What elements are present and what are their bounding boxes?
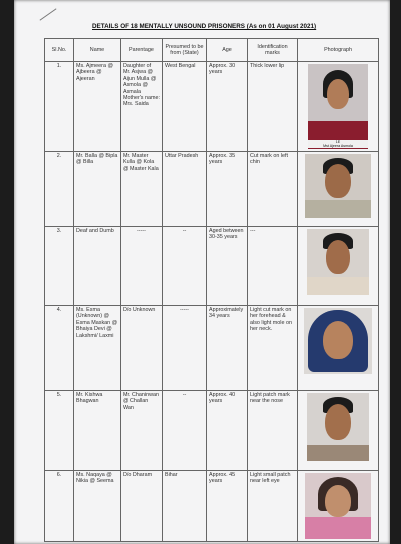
- cell-age: Approx. 30 years: [207, 62, 248, 152]
- cell-marks: Thick lower lip: [248, 62, 298, 152]
- cell-age: Approximately 34 years: [207, 306, 248, 391]
- cell-parentage: -----: [121, 227, 163, 306]
- cell-parentage: D/o Dharam: [121, 471, 163, 542]
- cell-age: Approx. 40 years: [207, 391, 248, 471]
- cell-name: Ms. Esma (Unknown) @ Esma Maskan @ Bhaiya Devi @ Lakshmi/ Laxmi: [74, 306, 121, 391]
- prisoner-photo: [308, 64, 368, 149]
- cell-parentage: Mr. Master Kulla @ Kola @ Master Kala: [121, 152, 163, 227]
- parentage-text: Daughter of Mr. Asjwa @ Aijun Mulla @ Asmola @ Asmala Mother's name: Mrs. Saida: [123, 63, 160, 108]
- prisoner-photo: [305, 473, 371, 539]
- pen-mark: [40, 8, 57, 20]
- cell-marks: Light cut mark on her forehead & also light mole on her neck.: [248, 306, 298, 391]
- cell-age: Approx. 35 years: [207, 152, 248, 227]
- cell-marks: ---: [248, 227, 298, 306]
- prisoner-photo: [304, 308, 372, 374]
- header-state: Presumed to be from (State): [163, 39, 207, 62]
- cell-sl-no: 6.: [45, 471, 74, 542]
- document-title: DETAILS OF 18 MENTALLY UNSOUND PRISONERS (As on 01 August 2021): [92, 23, 317, 30]
- prisoner-photo: [305, 154, 371, 218]
- cell-marks: Light patch mark near the nose: [248, 391, 298, 471]
- header-name: Name: [74, 39, 121, 62]
- cell-parentage: [121, 62, 163, 152]
- cell-sl-no: 2.: [45, 152, 74, 227]
- cell-photograph: [298, 471, 379, 542]
- cell-age: Aged between 30-35 years: [207, 227, 248, 306]
- cell-state: --: [163, 227, 207, 306]
- cell-age: Approx. 45 years: [207, 471, 248, 542]
- cell-marks: Cut mark on left chin: [248, 152, 298, 227]
- header-age: Age: [207, 39, 248, 62]
- prisoner-table: [44, 38, 379, 542]
- table-row: [45, 391, 379, 471]
- table-row: [45, 62, 379, 152]
- header-sl-no: Sl.No.: [45, 39, 74, 62]
- table-row: [45, 306, 379, 391]
- cell-photograph: [298, 306, 379, 391]
- cell-sl-no: 1.: [45, 62, 74, 152]
- cell-marks: Light small patch near left eye: [248, 471, 298, 542]
- cell-sl-no: 3.: [45, 227, 74, 306]
- cell-name: Mr. Kishwa Bhagwan: [74, 391, 121, 471]
- cell-state: West Bengal: [163, 62, 207, 152]
- cell-state: --: [163, 391, 207, 471]
- cell-state: Bihar: [163, 471, 207, 542]
- cell-parentage: Mr. Chaninwan @ Challan Wan: [121, 391, 163, 471]
- header-photograph: Photograph: [298, 39, 379, 62]
- cell-sl-no: 4.: [45, 306, 74, 391]
- header-parentage: Parentage: [121, 39, 163, 62]
- table-row: [45, 227, 379, 306]
- cell-name: Mr. Balla @ Bipla @ Billa: [74, 152, 121, 227]
- cell-sl-no: 5.: [45, 391, 74, 471]
- table-row: [45, 152, 379, 227]
- prisoner-photo: [307, 393, 369, 461]
- cell-name: Ms. Ajmeera @ Ajbeera @ Ajeeran: [74, 62, 121, 152]
- table-header-row: [45, 39, 379, 62]
- cell-photograph: [298, 391, 379, 471]
- cell-parentage: D/o Unknown: [121, 306, 163, 391]
- photo-caption: 1E Mst Ajeera Asmola: [308, 140, 368, 148]
- cell-state: -----: [163, 306, 207, 391]
- prisoner-photo: [307, 229, 369, 295]
- cell-state: Uttar Pradesh: [163, 152, 207, 227]
- cell-photograph: [298, 62, 379, 152]
- table-row: [45, 471, 379, 542]
- cell-name: Ms. Naqaya @ Nikia @ Seema: [74, 471, 121, 542]
- header-identification-marks: Identification marks: [248, 39, 298, 62]
- cell-photograph: [298, 227, 379, 306]
- cell-name: Deaf and Dumb: [74, 227, 121, 306]
- cell-photograph: [298, 152, 379, 227]
